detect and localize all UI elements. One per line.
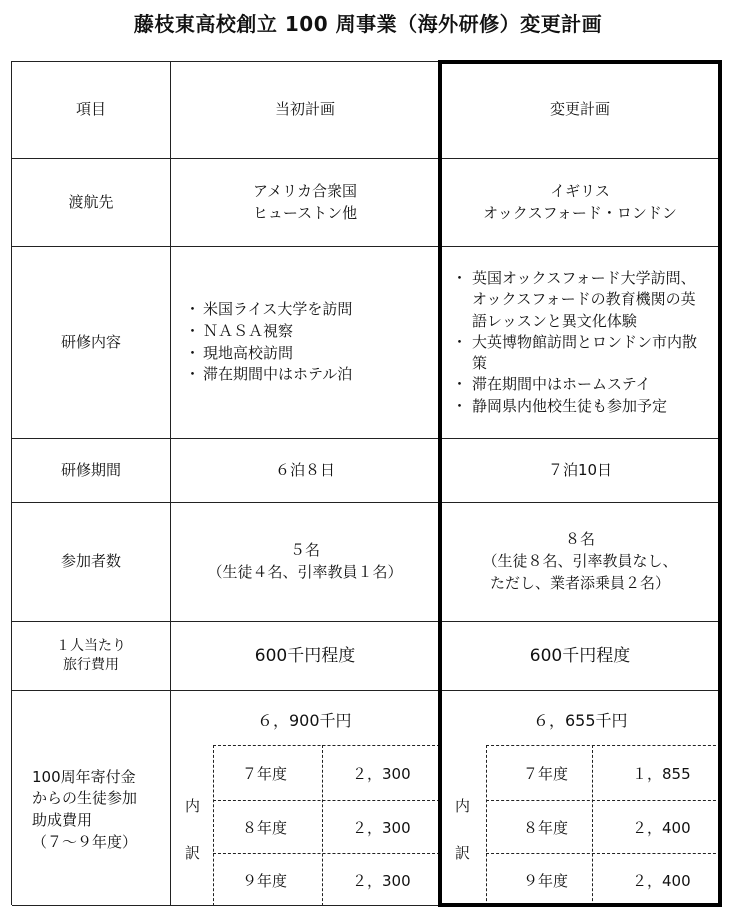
original-year-8: ８年度: [242, 819, 288, 837]
changed-year-9: ９年度: [523, 872, 569, 890]
original-amount-9: ２，300: [352, 872, 411, 890]
divider: [592, 745, 593, 906]
list-item: ・ 現地高校訪問: [185, 343, 352, 365]
list-item: ・ 英国オックスフォード大学訪問、オックスフォードの教育機関の英語レッスンと異文化体験: [452, 268, 710, 332]
label-cost: [12, 622, 171, 691]
divider: [213, 800, 440, 801]
page-title: 藤枝東高校創立 100 周事業（海外研修）変更計画: [133, 12, 603, 36]
changed-amount-8: ２，400: [632, 819, 691, 837]
label-subsidy-line: （７～９年度）: [32, 832, 138, 851]
breakdown-label-bottom: 訳: [185, 844, 201, 862]
changed-destination-line: オックスフォード・ロンドン: [483, 203, 677, 222]
original-destination-line: ヒューストン他: [252, 203, 358, 222]
changed-cost: 600千円程度: [440, 622, 721, 691]
changed-amount-9: ２，400: [632, 872, 691, 890]
changed-participants: [440, 503, 721, 622]
changed-year-8: ８年度: [523, 819, 569, 837]
divider: [486, 853, 721, 854]
list-item: ・ 滞在期間中はホテル泊: [185, 364, 352, 386]
label-subsidy-line: 助成費用: [32, 811, 93, 829]
changed-year-7: ７年度: [523, 765, 569, 783]
breakdown-label-top: 内: [455, 797, 471, 815]
label-destination: 渡航先: [12, 159, 171, 247]
original-year-9: ９年度: [242, 872, 288, 890]
list-item: ・ 静岡県内他校生徒も参加予定: [452, 396, 710, 417]
changed-participants-line: ただし、業者添乗員２名）: [489, 573, 670, 592]
divider: [322, 745, 323, 906]
header-item: 項目: [12, 62, 171, 159]
changed-period: ７泊10日: [440, 439, 721, 503]
changed-participants-line: （生徒８名、引率教員なし、: [482, 552, 678, 571]
breakdown-label-bottom: 訳: [455, 844, 471, 862]
label-participants: 参加者数: [12, 503, 171, 622]
changed-amount-7: １，855: [632, 765, 691, 783]
changed-subsidy-total: ６，655千円: [533, 711, 628, 730]
breakdown-label-top: 内: [185, 797, 201, 815]
divider: [486, 745, 487, 906]
label-subsidy-line: 100周年寄付金: [32, 767, 136, 786]
label-subsidy: [12, 691, 171, 906]
label-content: 研修内容: [12, 247, 171, 439]
plan-table: [11, 61, 720, 905]
divider: [486, 745, 721, 746]
list-item: ・ ＮＡＳＡ視察: [185, 321, 352, 343]
divider: [486, 800, 721, 801]
list-item: ・ 滞在期間中はホームステイ: [452, 374, 710, 395]
header-original: 当初計画: [171, 62, 440, 159]
original-amount-8: ２，300: [352, 819, 411, 837]
label-subsidy-line: からの生徒参加: [32, 789, 138, 808]
list-item: ・ 大英博物館訪問とロンドン市内散策: [452, 332, 710, 375]
original-amount-7: ２，300: [352, 765, 411, 783]
changed-content: [440, 247, 721, 439]
changed-content-list: [452, 268, 710, 417]
original-content: [171, 247, 440, 439]
original-destination-line: アメリカ合衆国: [253, 181, 357, 200]
label-period: 研修期間: [12, 439, 171, 503]
original-subsidy-total: ６，900千円: [257, 711, 352, 730]
list-item: ・ 米国ライス大学を訪問: [185, 299, 352, 321]
original-content-list: [185, 299, 352, 386]
changed-participants-line: ８名: [564, 530, 595, 549]
divider: [213, 745, 440, 746]
original-participants-line: ５名: [289, 541, 320, 560]
label-cost-line: 旅行費用: [63, 657, 119, 673]
original-period: ６泊８日: [171, 439, 440, 503]
original-destination: [171, 159, 440, 247]
original-year-7: ７年度: [242, 765, 288, 783]
label-cost-line: １人当たり: [56, 638, 126, 655]
original-cost: 600千円程度: [171, 622, 440, 691]
divider: [213, 745, 214, 906]
header-changed: 変更計画: [440, 62, 721, 159]
changed-destination: [440, 159, 721, 247]
original-participants: [171, 503, 440, 622]
changed-destination-line: イギリス: [550, 181, 610, 200]
divider: [213, 853, 440, 854]
original-participants-line: （生徒４名、引率教員１名）: [207, 563, 403, 581]
